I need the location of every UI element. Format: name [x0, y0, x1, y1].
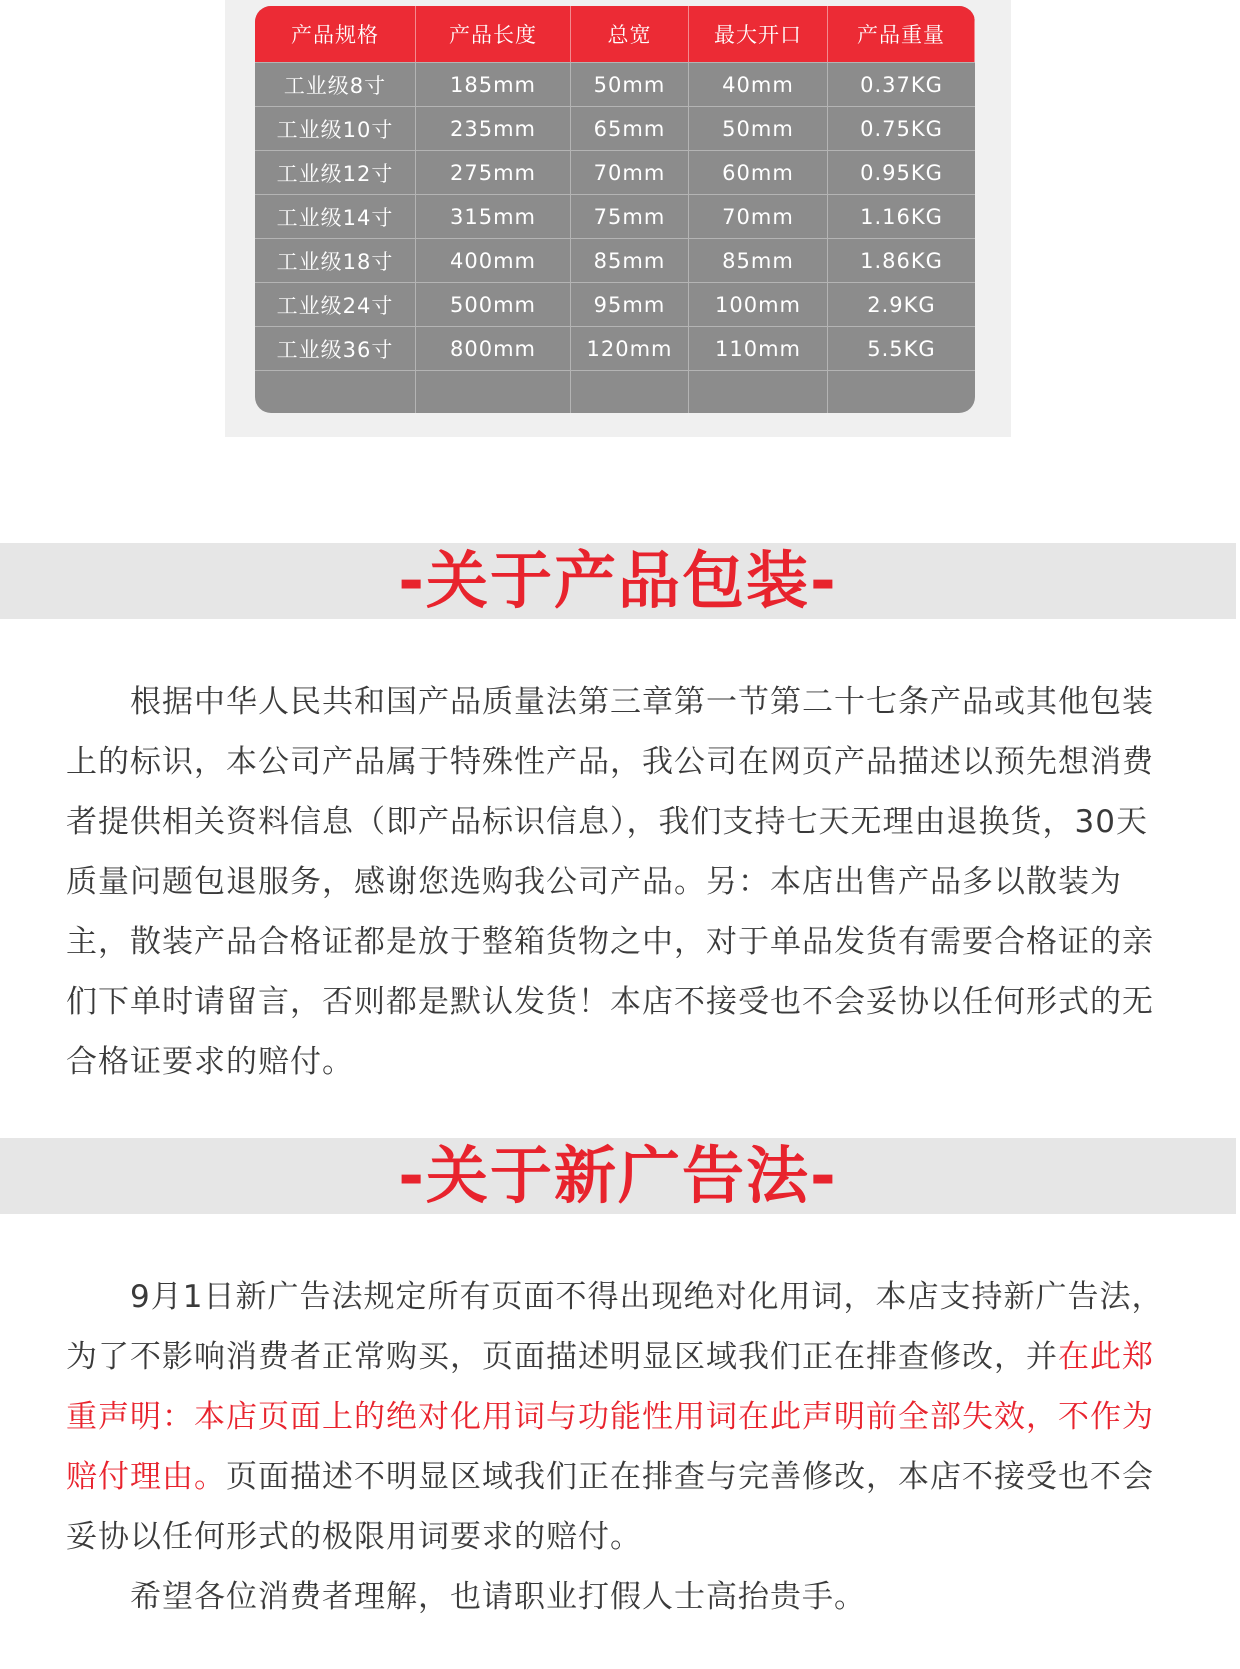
table-row — [255, 194, 975, 238]
cell-width: 120mm — [571, 327, 689, 370]
table-row — [255, 282, 975, 326]
packaging-text-block — [66, 672, 1176, 1092]
cell-weight: 1.16KG — [860, 204, 943, 229]
header-weight: 产品重量 — [828, 6, 975, 62]
table-row — [255, 62, 975, 106]
cell-width: 85mm — [571, 239, 689, 282]
cell-max-opening: 85mm — [689, 239, 828, 282]
cell-spec: 工业级12寸 — [255, 151, 416, 194]
spec-table-header — [255, 6, 975, 62]
cell-weight: 0.37KG — [860, 72, 943, 97]
header-spec: 产品规格 — [255, 6, 416, 62]
packaging-paragraph: 根据中华人民共和国产品质量法第三章第一节第二十七条产品或其他包装上的标识，本公司产品属于特殊性产品，我公司在网页产品描述以预先想消费者提供相关资料信息（即产品标识信息），我们支持七天无理由退换货，30天质量问题包退服务，感谢您选购我公司产品。另：本店出售产品多以散装为主，散装产品合格证都是放于整箱货物之中，对于单品发货有需要合格证的亲们下单时请留言，否则都是默认发货！本店不接受也不会妥协以任何形式的无合格证要求的赔付。 — [66, 684, 1154, 1080]
ad-law-paragraph — [66, 1267, 1176, 1567]
table-row — [255, 150, 975, 194]
cell-length: 275mm — [416, 151, 571, 194]
cell-width: 75mm — [571, 195, 689, 238]
cell-length: 800mm — [416, 327, 571, 370]
ad-law-text-start: 9月1日新广告法规定所有页面不得出现绝对化用词，本店支持新广告法，为了不影响消费者正常购买，页面描述明显区域我们正在排查修改，并 — [66, 1279, 1164, 1375]
header-length: 产品长度 — [416, 6, 571, 62]
cell-max-opening: 40mm — [689, 63, 828, 106]
ad-law-title: -关于新广告法- — [398, 1139, 838, 1212]
header-width: 总宽 — [571, 6, 689, 62]
cell-max-opening: 50mm — [689, 107, 828, 150]
empty-cell — [571, 371, 689, 413]
cell-length: 235mm — [416, 107, 571, 150]
cell-weight: 5.5KG — [867, 336, 936, 361]
cell-weight: 0.75KG — [860, 116, 943, 141]
table-row — [255, 326, 975, 370]
ad-law-declaration: 在此郑重声明：本店页面上的绝对化用词与功能性用词在此声明前全部失效，不作为赔付理由。 — [66, 1339, 1154, 1495]
cell-length: 500mm — [416, 283, 571, 326]
cell-length: 315mm — [416, 195, 571, 238]
table-row — [255, 106, 975, 150]
empty-cell — [689, 371, 828, 413]
ad-law-text-block — [66, 1267, 1176, 1627]
cell-spec: 工业级10寸 — [255, 107, 416, 150]
header-max-opening: 最大开口 — [689, 6, 828, 62]
cell-weight: 1.86KG — [860, 248, 943, 273]
ad-law-closing: 希望各位消费者理解，也请职业打假人士高抬贵手。 — [130, 1579, 866, 1615]
packaging-title: -关于产品包装- — [398, 544, 838, 617]
cell-max-opening: 70mm — [689, 195, 828, 238]
cell-width: 95mm — [571, 283, 689, 326]
cell-spec: 工业级8寸 — [255, 63, 416, 106]
cell-spec: 工业级24寸 — [255, 283, 416, 326]
cell-spec: 工业级18寸 — [255, 239, 416, 282]
cell-length: 400mm — [416, 239, 571, 282]
cell-width: 70mm — [571, 151, 689, 194]
cell-width: 50mm — [571, 63, 689, 106]
empty-cell — [255, 371, 416, 413]
table-row-empty — [255, 370, 975, 413]
spec-table — [255, 6, 975, 413]
table-row — [255, 238, 975, 282]
cell-max-opening: 60mm — [689, 151, 828, 194]
cell-width: 65mm — [571, 107, 689, 150]
empty-cell — [828, 371, 975, 413]
cell-max-opening: 110mm — [689, 327, 828, 370]
cell-spec: 工业级36寸 — [255, 327, 416, 370]
cell-weight: 0.95KG — [860, 160, 943, 185]
empty-cell — [416, 371, 571, 413]
cell-weight: 2.9KG — [867, 292, 936, 317]
cell-max-opening: 100mm — [689, 283, 828, 326]
cell-spec: 工业级14寸 — [255, 195, 416, 238]
ad-law-text-end: 页面描述不明显区域我们正在排查与完善修改，本店不接受也不会妥协以任何形式的极限用词要求的赔付。 — [66, 1459, 1154, 1555]
cell-length: 185mm — [416, 63, 571, 106]
